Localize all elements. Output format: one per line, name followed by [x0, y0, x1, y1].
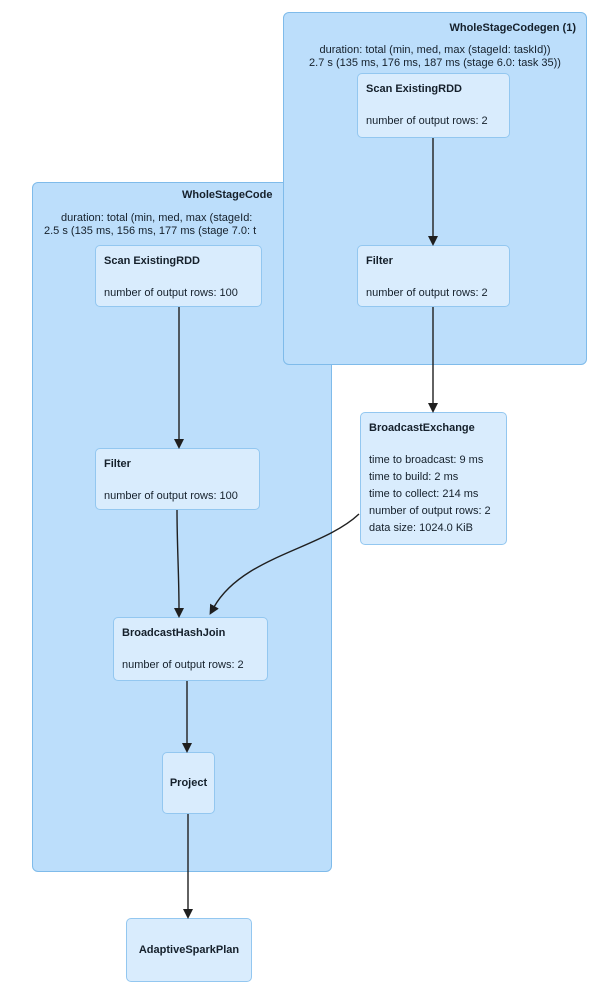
- node-filter-1-title: Filter: [366, 255, 393, 267]
- node-filter-2[interactable]: [95, 448, 260, 510]
- node-adaptive-spark-plan[interactable]: [126, 918, 252, 982]
- node-broadcast-hash-join-metric: number of output rows: 2: [122, 659, 244, 671]
- node-scan-existingrdd-1-title: Scan ExistingRDD: [366, 83, 462, 95]
- cluster-1-title: WholeStageCodegen (1): [449, 22, 576, 34]
- node-scan-existingrdd-1-metric: number of output rows: 2: [366, 115, 488, 127]
- node-broadcast-hash-join-title: BroadcastHashJoin: [122, 627, 226, 639]
- node-broadcast-exchange-metric: time to broadcast: 9 ms: [369, 454, 484, 466]
- cluster-1-duration-value: 2.7 s (135 ms, 176 ms, 187 ms (stage 6.0: task 35)): [309, 57, 561, 69]
- node-filter-1-metric: number of output rows: 2: [366, 287, 488, 299]
- node-adaptive-spark-plan-title: AdaptiveSparkPlan: [138, 943, 240, 956]
- node-filter-1[interactable]: [357, 245, 510, 307]
- node-broadcast-exchange-metric: time to build: 2 ms: [369, 471, 459, 483]
- node-project[interactable]: [162, 752, 215, 814]
- node-broadcast-exchange-title: BroadcastExchange: [369, 422, 475, 434]
- node-scan-existingrdd-1[interactable]: [357, 73, 510, 138]
- cluster-2-duration-value: 2.5 s (135 ms, 156 ms, 177 ms (stage 7.0: t: [44, 225, 257, 237]
- cluster-1-duration-label: duration: total (min, med, max (stageId: taskId)): [319, 44, 551, 56]
- node-scan-existingrdd-2-title: Scan ExistingRDD: [104, 255, 200, 267]
- node-broadcast-exchange[interactable]: [360, 412, 507, 545]
- wholestagecodegen-1-cluster: [283, 12, 587, 365]
- cluster-2-title: WholeStageCode: [182, 189, 273, 201]
- node-broadcast-hash-join[interactable]: [113, 617, 268, 681]
- node-scan-existingrdd-2-metric: number of output rows: 100: [104, 287, 238, 299]
- node-filter-2-metric: number of output rows: 100: [104, 490, 238, 502]
- node-broadcast-exchange-metric: number of output rows: 2: [369, 505, 491, 517]
- node-project-title: Project: [169, 776, 208, 789]
- cluster-1-duration: [284, 44, 586, 70]
- cluster-2-duration-label: duration: total (min, med, max (stageId:: [61, 212, 253, 224]
- node-broadcast-exchange-metric: time to collect: 214 ms: [369, 488, 479, 500]
- node-scan-existingrdd-2[interactable]: [95, 245, 262, 307]
- node-broadcast-exchange-metric: data size: 1024.0 KiB: [369, 522, 473, 534]
- node-filter-2-title: Filter: [104, 458, 131, 470]
